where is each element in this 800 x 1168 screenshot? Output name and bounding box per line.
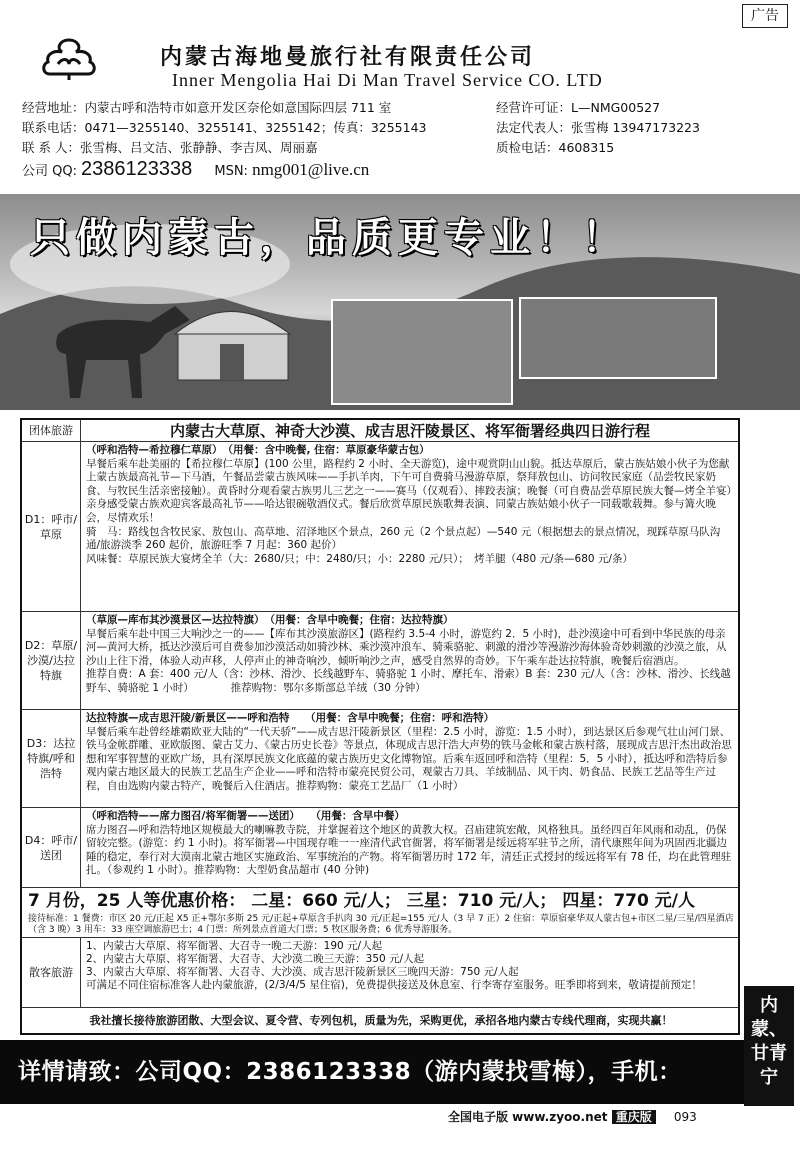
price-two-star: 二星：660 元/人； — [251, 891, 401, 911]
page-footer — [448, 1108, 697, 1125]
scatter-row — [22, 938, 738, 1008]
day-extra: 骑 马：路线包含牧民家、敖包山、高草地、沼泽地区个景点，260 元（2 个景点起）—540 元（根据想去的景点情况，现踩草原马队沟通/旅游淡季 260 起价，旅游旺季 7 月起：360 起价） — [86, 525, 721, 552]
license: 经营许可证：L—NMG00527 — [496, 100, 661, 115]
scatter-line: 可满足不同住宿标准客人赴内蒙旅游，(2/3/4/5 星住宿)，免费提供接送及休息室、行李寄存室服务。旺季即将到来，敬请提前预定！ — [86, 979, 702, 991]
msn-value: nmg001@live.cn — [252, 160, 370, 179]
scatter-tour-label: 散客旅游 — [22, 938, 81, 1007]
quality-phone: 质检电话：4608315 — [496, 140, 615, 155]
day-body: 早餐后乘车赴曾经雄霸欧亚大陆的“一代天骄”——成吉思汗陵新景区（里程：2.5 小时，游览：1.5 小时），到达景区后参观气壮山河门景、铁马金帐群雕、亚欧版图、蒙古艾力、《蒙古历史长卷》等景点，体现成吉思汗浩大声势的铁马金帐和蒙古族村落，展现成吉思汗杰出政治思想和军事智慧的亚欧广场，具有深厚民族文化底蕴的蒙古族历史文化博物馆。后乘车返回呼和浩特（里程：5．5 小时），抵达呼和浩特后参观内蒙古地区最大的民族工艺品生产企业——呼和浩特市蒙亮民贸公司，观蒙古刀具、羊绒制品、风干肉、奶食品、民族工艺品等生产过程，自由选购内蒙古特产，晚餐后入住酒店。推荐购物：蒙亮工艺品厂（1 小时） — [86, 725, 732, 792]
city-badge: 重庆版 — [612, 1110, 656, 1124]
day-body: 早餐后乘车赴中国三大响沙之一的——【库布其沙漠旅游区】(路程约 3.5-4 小时，游览约 2．5 小时)，赴沙漠途中可看到中华民族的母亲河—黄河大桥，抵达沙漠后可自费参加沙漠活动如骑沙林、乘沙漠冲浪车、骑乘骆驼、刺激的滑沙等漫游沙海体验奇妙刺激的沙漠之旅，从沙山上往下滑，体验人动声移，人停声止的神奇响沙，倾听响沙之声，感受自然界的奇妙。下午乘车赴达拉特旗，晚餐后宿酒店。 — [86, 627, 727, 667]
photo-monument — [332, 300, 512, 404]
title-row — [22, 420, 738, 442]
service-standard: 接待标准：1 餐费：市区 20 元/正起 X5 正+鄂尔多斯 25 元/正起+草原含手扒肉 30 元/正起=155 元/人（3 早 7 正）2 住宿：草原宿豪华双人蒙古包+市区二星/三星/四星酒店（含 3 晚）3 用车：33 座空调旅游巴士；4 门票：所列景点首道大门票；5 牧区服务费；6 优秀导游服务。 — [28, 914, 734, 935]
price-line — [28, 888, 734, 914]
qq-label: 公司 QQ: — [22, 164, 77, 179]
scatter-line: 1、内蒙古大草原、将军衙署、大召寺一晚二天游：190 元/人起 — [86, 940, 383, 952]
price-row — [22, 888, 738, 938]
day-label: D1：呼市/草原 — [22, 442, 81, 611]
ad-tag: 广告 — [742, 4, 788, 28]
day-label: D2：草原/沙漠/达拉特旗 — [22, 612, 81, 709]
photo-grassland — [520, 298, 716, 378]
scatter-line: 3、内蒙古大草原、将军衙署、大召寺、大沙漠、成吉思汗陵新景区三晚四天游：750 元/人起 — [86, 966, 519, 978]
company-name-cn: 内蒙古海地曼旅行社有限责任公司 — [160, 44, 536, 70]
slogan: 只做内蒙古，品质更专业！！ — [30, 215, 628, 261]
day-body: 席力图召—呼和浩特地区规模最大的喇嘛教寺院，并掌握着这个地区的黄教大权。召庙建筑宏敞，风格独具。虽经四百年风雨和动乱，仍保留较完整。(游览：约 1 小时)。将军衙署—中国现存唯一一座清代武官衙署，将军衙署是绥远将军驻节之所，清代康熙年间为巩固西北疆边陲的稳定，奉行对大漠南北蒙古地区实施政治、军事统治的产物。将军衙署历时 172 年，清廷正式授封的绥远将军有 78 任，均在此管理驻扎。（参观约 1 小时）。推荐购物：大型奶食品超市 (40 分钟) — [86, 823, 732, 877]
footer-note: 我社擅长接待旅游团散、大型会议、夏令营、专列包机，质量为先，采购更优，承招各地内蒙古专线代理商，实现共赢！ — [89, 1014, 673, 1027]
contact-bar: 详情请致：公司QQ：2386123338（游内蒙找雪梅），手机：13947173223 — [0, 1040, 744, 1104]
day-head: 达拉特旗—成吉思汗陵/新景区——呼和浩特 （用餐：含早中晚餐；住宿：呼和浩特） — [86, 712, 495, 724]
scatter-line: 2、内蒙古大草原、将军衙署、大召寺、大沙漠二晚三天游：350 元/人起 — [86, 953, 425, 965]
day-head: （草原—库布其沙漠景区—达拉特旗） （用餐：含早中晚餐；住宿：达拉特旗） — [86, 614, 454, 626]
contacts: 联 系 人：张雪梅、吕文洁、张静静、李吉凤、周丽嘉 — [22, 140, 318, 155]
qq-line — [22, 158, 369, 181]
day-extra: 推荐自费：A 套：400 元/人（含：沙林、滑沙、长线越野车、骑骆驼 1 小时、摩托车、滑索）B 套：230 元/人（含：沙林、滑沙、长线越野车、骑骆驼 1 小时） 推荐购物：鄂尔多斯部总羊绒（30 分钟） — [86, 668, 731, 694]
day-row — [22, 710, 738, 808]
msn-label: MSN: — [214, 164, 248, 179]
price-four-star: 四星：770 元/人 — [562, 891, 695, 911]
legal-rep: 法定代表人：张雪梅 13947173223 — [496, 120, 700, 135]
day-extra: 风味餐：草原民族大宴烤全羊（大：2680/只；中：2480/只；小：2280 元/只）； 烤羊腿（480 元/条—680 元/条） — [86, 552, 633, 565]
company-name-en: Inner Mengolia Hai Di Man Travel Service CO. LTD — [172, 70, 603, 90]
day-head: （呼和浩特——席力图召/将军衙署——送团） （用餐：含早中餐） — [86, 810, 405, 822]
banner — [0, 194, 800, 410]
day-row — [22, 808, 738, 888]
day-body: 早餐后乘车赴美丽的【希拉穆仁草原】(100 公里，路程约 2 小时、全天游览)，途中观赏阴山山貌。抵达草原后，蒙古族姑娘小伙子为您献上蒙古族最高礼节—下马酒，午餐品尝蒙古族风味——手扒羊肉，下午可自费骑马漫游草原，祭拜敖包山、访问牧民家庭（品尝牧民家奶食、与牧民生活亲密接触）。黄昏时分观看蒙古族男儿三艺之一——赛马（仅观看）、摔跤表演；晚餐（可自费品尝草原民族大餐—烤全羊宴）亲身感受蒙古族欢迎宾客最高礼节——哈达银碗敬酒仪式。餐后欣赏草原民族歌舞表演、同蒙古族姑娘小伙子一同载歌载舞。参与篝火晚会，尽情欢乐！ — [86, 457, 732, 524]
qq-value: 2386123338 — [80, 158, 193, 180]
page-number: 093 — [673, 1110, 697, 1124]
day-row — [22, 442, 738, 612]
day-label: D3：达拉特旗/呼和浩特 — [22, 710, 81, 807]
group-tour-label: 团体旅游 — [22, 420, 81, 441]
itinerary-table — [20, 418, 740, 1035]
cloud-logo-icon — [38, 36, 100, 82]
price-headline: 7 月份，25 人等优惠价格： — [28, 891, 246, 911]
price-three-star: 三星：710 元/人； — [406, 891, 557, 911]
address: 经营地址：内蒙古呼和浩特市如意开发区奈伦如意国际四层 711 室 — [22, 100, 392, 115]
day-head: （呼和浩特—希拉穆仁草原） （用餐：含中晚餐, 住宿：草原豪华蒙古包） — [86, 444, 430, 456]
day-row — [22, 612, 738, 710]
tour-title: 内蒙古大草原、神奇大沙漠、成吉思汗陵景区、将军衙署经典四日游行程 — [169, 422, 650, 440]
day-label: D4：呼市/送团 — [22, 808, 81, 887]
region-tab: 内蒙、甘青宁 — [744, 986, 794, 1106]
phone: 联系电话：0471—3255140、3255141、3255142；传真：3255143 — [22, 120, 427, 135]
edition-label: 全国电子版 www.zyoo.net — [448, 1110, 608, 1124]
